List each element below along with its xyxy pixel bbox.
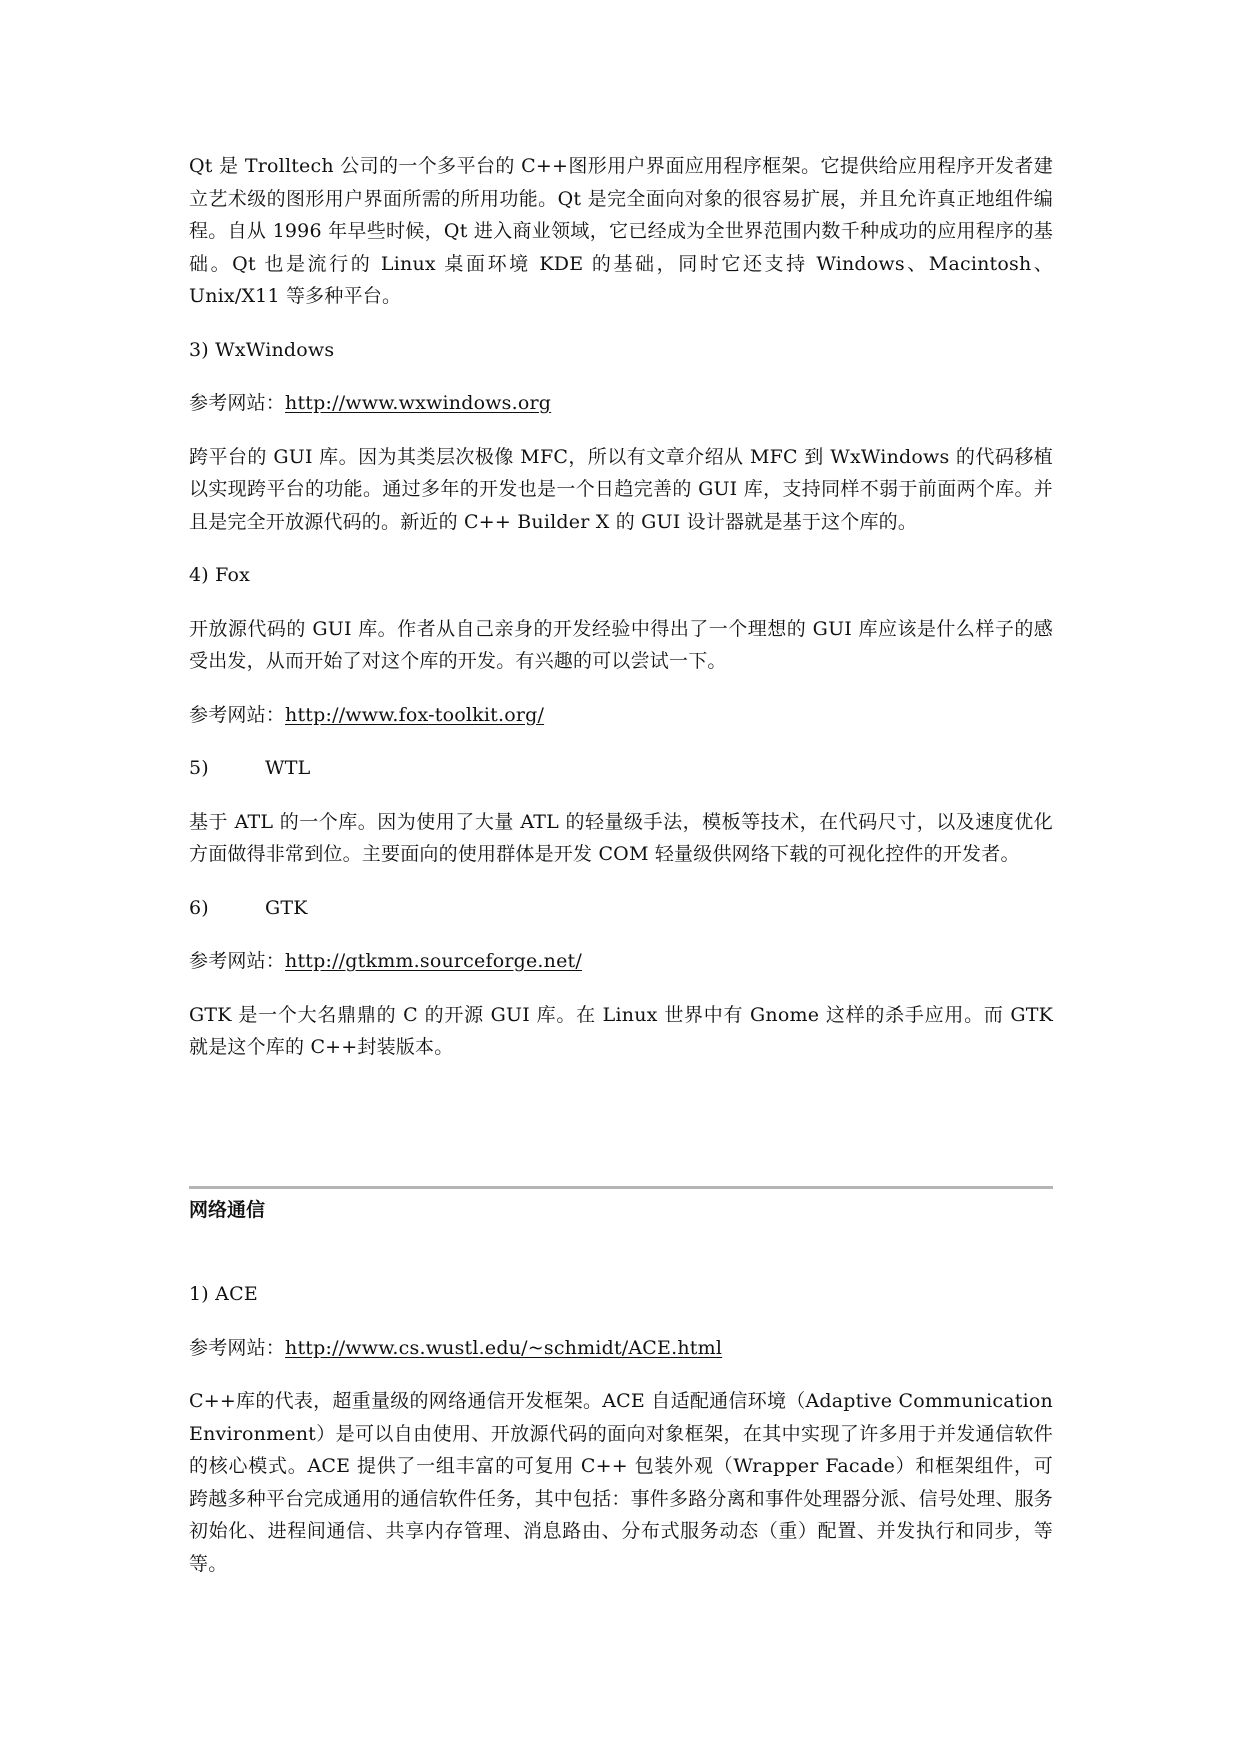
item-heading-fox — [189, 559, 1053, 592]
item-name: WxWindows — [215, 338, 335, 361]
reference-link-wxwindows[interactable]: http://www.wxwindows.org — [285, 392, 552, 414]
section-divider — [189, 1186, 1053, 1189]
reference-line-ace — [189, 1332, 1053, 1365]
qt-description: Qt 是 Trolltech 公司的一个多平台的 C++图形用户界面应用程序框架。它提供给应用程序开发者建立艺术级的图形用户界面所需的所用功能。Qt 是完全面向对象的很容易扩展，并且允许真正地组件编程。自从 1996 年早些时候，Qt 进入商业领域，它已经成为全世界范围内数千种成功的应用程序的基础。Qt 也是流行的 Linux 桌面环境 KDE 的基础，同时它还支持 Windows、Macintosh、Unix/X11 等多种平台。 — [189, 155, 1053, 307]
wxwindows-description: 跨平台的 GUI 库。因为其类层次极像 MFC，所以有文章介绍从 MFC 到 WxWindows 的代码移植以实现跨平台的功能。通过多年的开发也是一个日趋完善的 GUI 库，支持同样不弱于前面两个库。并且是完全开放源代码的。新近的 C++ Builder X 的 GUI 设计器就是基于这个库的。 — [189, 445, 1053, 533]
network-libraries-content — [189, 1278, 1053, 1580]
reference-link-gtk[interactable]: http://gtkmm.sourceforge.net/ — [285, 950, 582, 972]
item-name: ACE — [215, 1283, 258, 1305]
item-heading-wxwindows — [189, 334, 1053, 367]
fox-description: 开放源代码的 GUI 库。作者从自己亲身的开发经验中得出了一个理想的 GUI 库应该是什么样子的感受出发，从而开始了对这个库的开发。有兴趣的可以尝试一下。 — [189, 617, 1053, 672]
reference-label: 参考网站： — [189, 703, 286, 726]
item-number: 4) — [189, 564, 209, 586]
reference-link-fox[interactable]: http://www.fox-toolkit.org/ — [285, 703, 545, 726]
gtk-description: GTK 是一个大名鼎鼎的 C 的开源 GUI 库。在 Linux 世界中有 Gnome 这样的杀手应用。而 GTK 就是这个库的 C++封装版本。 — [189, 1003, 1053, 1058]
section-title: 网络通信 — [189, 1199, 266, 1221]
item-number: 3) — [189, 338, 209, 361]
item-name: WTL — [265, 757, 311, 779]
reference-line-wxwindows — [189, 387, 1053, 420]
reference-label: 参考网站： — [189, 392, 286, 414]
reference-line-fox — [189, 699, 1053, 732]
item-heading-wtl — [189, 752, 1053, 785]
gui-libraries-content — [189, 150, 1053, 1064]
item-number: 5) — [189, 757, 209, 779]
reference-line-gtk — [189, 945, 1053, 978]
item-number: 6) — [189, 896, 209, 919]
reference-label: 参考网站： — [189, 1336, 286, 1359]
item-name: GTK — [265, 896, 308, 919]
item-heading-gtk — [189, 892, 1053, 925]
wtl-description: 基于 ATL 的一个库。因为使用了大量 ATL 的轻量级手法，模板等技术，在代码尺寸，以及速度优化方面做得非常到位。主要面向的使用群体是开发 COM 轻量级供网络下载的可视化控件的开发者。 — [189, 810, 1053, 865]
reference-label: 参考网站： — [189, 950, 286, 972]
reference-link-ace[interactable]: http://www.cs.wustl.edu/~schmidt/ACE.html — [285, 1336, 723, 1359]
item-number: 1) — [189, 1283, 209, 1305]
item-heading-ace — [189, 1278, 1053, 1311]
item-name: Fox — [215, 564, 251, 586]
ace-description: C++库的代表，超重量级的网络通信开发框架。ACE 自适配通信环境（Adaptive Communication Environment）是可以自由使用、开放源代码的面向对象框架，在其中实现了许多用于并发通信软件的核心模式。ACE 提供了一组丰富的可复用 C++ 包装外观（Wrapper Facade）和框架组件，可跨越多种平台完成通用的通信软件任务，其中包括：事件多路分离和事件处理器分派、信号处理、服务初始化、进程间通信、共享内存管理、消息路由、分布式服务动态（重）配置、并发执行和同步，等等。 — [189, 1390, 1054, 1575]
